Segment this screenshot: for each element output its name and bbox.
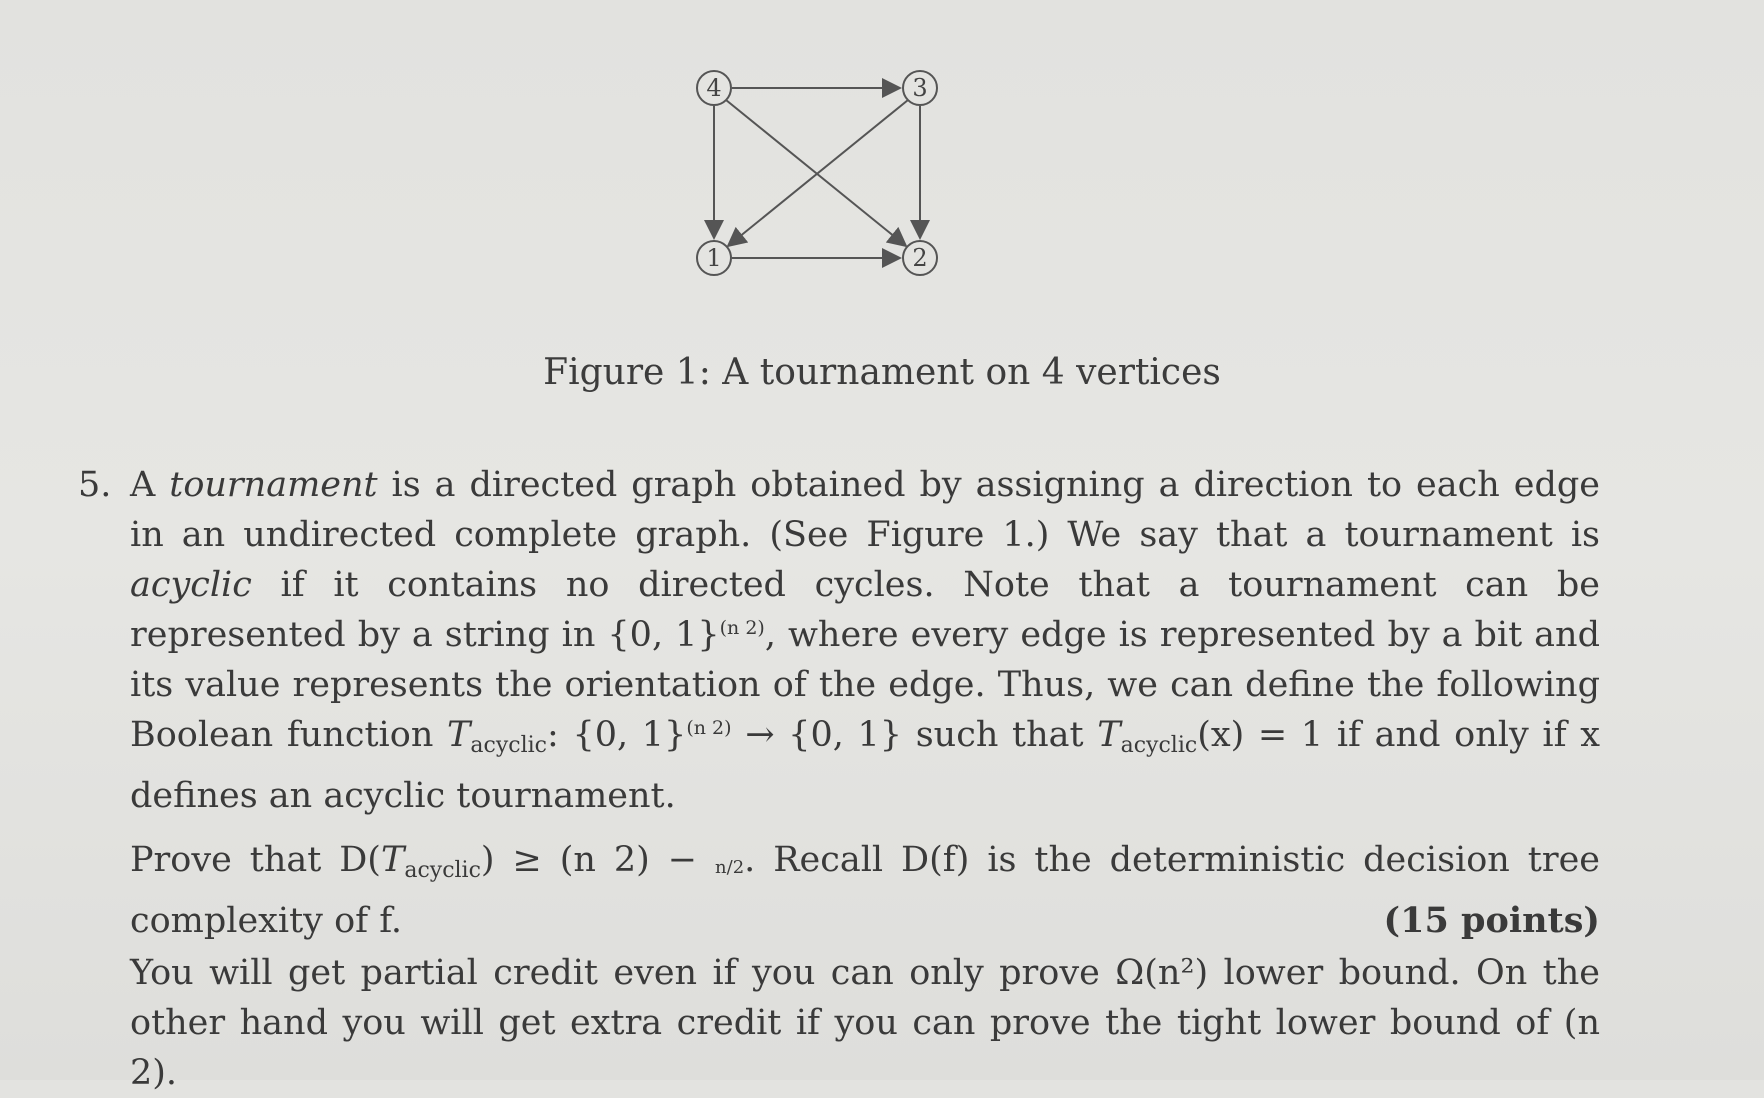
fraction: n/2: [715, 857, 745, 878]
text-run: ) ≥ (n 2) −: [480, 840, 698, 880]
points-label: (15 points): [1383, 900, 1600, 941]
figure-caption: Figure 1: A tournament on 4 vertices: [543, 352, 1221, 393]
svg-text:1: 1: [706, 244, 722, 272]
text-run: → {0, 1} such that: [745, 715, 1084, 755]
text-run: A: [130, 465, 156, 505]
text-run: is a directed graph obtained by assigning a direction to each edge in an undirected complete graph. (See Figure 1.) We say that a tournament is: [130, 465, 1600, 555]
binomial-exponent: (n 2): [719, 617, 765, 639]
binomial-exponent: (n 2): [686, 717, 732, 739]
text-run: (x) = 1 if and only if x defines an acyclic tournament.: [130, 715, 1600, 816]
problem-body: [130, 460, 1600, 1098]
edge-3-1: [728, 100, 908, 246]
function-T: T: [447, 715, 471, 755]
text-run: . Recall D(f) is the deterministic decision tree complexity of f.: [130, 840, 1600, 941]
edge-4-2: [726, 100, 906, 246]
term-tournament: tournament: [169, 465, 378, 505]
problem-5: [78, 460, 1598, 1098]
function-T: T: [1097, 715, 1121, 755]
problem-number: 5.: [78, 465, 112, 505]
vertex-3: [903, 71, 937, 105]
text-run: , where every edge is represented by a bit and its value represents the orientation of the edge. Thus, we can define the following Boolean function: [130, 615, 1600, 755]
vertex-1: [697, 241, 731, 275]
function-subscript: acyclic: [1120, 733, 1198, 758]
svg-text:4: 4: [706, 74, 722, 102]
text-run: if it contains no directed cycles. Note that a tournament can be represented by a string in {0, 1}: [130, 565, 1600, 655]
function-subscript: acyclic: [404, 858, 481, 883]
function-subscript: acyclic: [470, 733, 547, 758]
problem-paragraph-1: [130, 460, 1600, 821]
text-run: Prove that D(: [130, 840, 381, 880]
text-run: : {0, 1}: [546, 715, 687, 755]
problem-paragraph-3: You will get partial credit even if you can only prove Ω(n²) lower bound. On the other hand you will get extra credit if you can prove the tight lower bound of (n 2).: [130, 953, 1600, 1093]
svg-text:3: 3: [912, 74, 928, 102]
vertex-4: [697, 71, 731, 105]
problem-paragraph-2: [130, 835, 1600, 946]
term-acyclic: acyclic: [130, 565, 252, 605]
tournament-graph: [690, 70, 950, 310]
svg-text:2: 2: [912, 244, 928, 272]
function-T: T: [380, 840, 405, 880]
vertex-2: [903, 241, 937, 275]
tournament-figure: [690, 70, 950, 310]
